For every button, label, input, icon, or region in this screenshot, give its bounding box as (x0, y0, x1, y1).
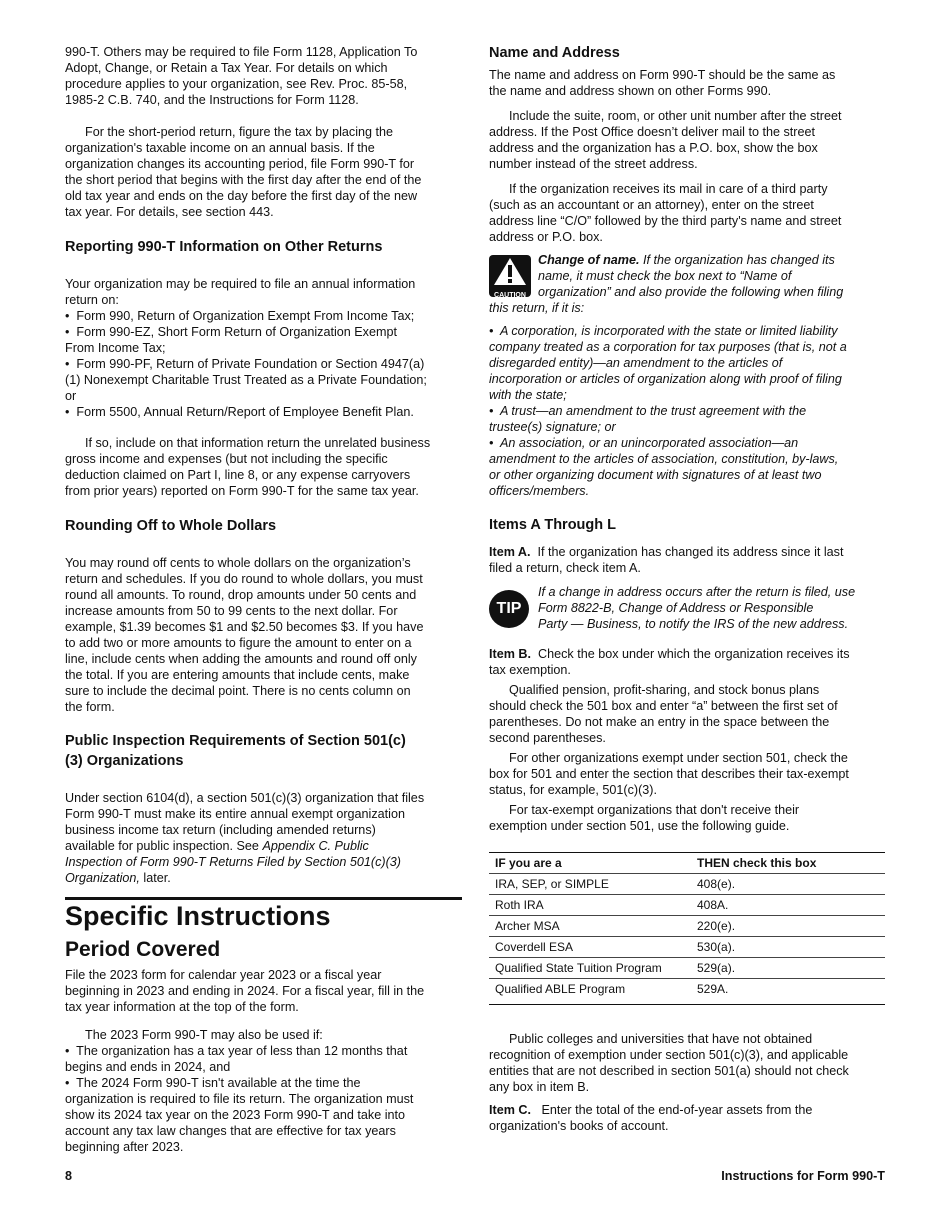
paragraph: Your organization may be required to file an annual information return on: • Form 990, Return of Organization Exempt From Income Tax; • Form 990-EZ, Short Form Return of Organization Exempt From Income Tax; • Form 990-PF, Return of Private Foundation or Section 4947(a) (1) Nonexempt Charitable Trust Treated as a Private Foundation; or • Form 5500, Annual Return/Report of Employee Benefit Plan. (65, 277, 427, 419)
caution-note (489, 252, 889, 316)
bullet-list: • A corporation, is incorporated with the state or limited liability company treated as a corporation for tax purposes (that is, not a disregarded entity)—an amendment to the articles of incorporation or articles of organization along with proof of filing with the state; • A trust—an amendment to the trust agreement with the trustee(s) signature; or • An association, or an unincorporated association—an amendment to the articles of association, constitution, by-laws, or other organizing document with signatures of at least two officers/members. (489, 324, 847, 498)
table-cell: 529(a). (691, 958, 885, 979)
column-header: THEN check this box (691, 853, 885, 874)
caution-label: CAUTION (494, 292, 526, 299)
table-cell: IRA, SEP, or SIMPLE (489, 874, 691, 895)
tip-label: TIP (489, 590, 529, 628)
table-row (489, 874, 885, 895)
paragraph: The name and address on Form 990-T should be the same as the name and address shown on other Forms 990. (489, 68, 836, 98)
paragraph: For other organizations exempt under section 501, check the box for 501 and enter the section that describes their tax-exempt status, for example, 501(c)(3). (489, 751, 849, 797)
section-heading: Rounding Off to Whole Dollars (65, 518, 277, 534)
item-text: Enter the total of the end-of-year assets from the organization's books of account. (489, 1103, 813, 1133)
paragraph: Include the suite, room, or other unit number after the street address. If the Post Office doesn’t deliver mail to the street address and the organization has a P.O. box, show the box number instead of the street address. (489, 109, 842, 171)
column-header: IF you are a (489, 853, 691, 874)
caution-title: Change of name. (538, 253, 640, 267)
page-number: 8 (65, 1169, 73, 1183)
paragraph: Public colleges and universities that have not obtained recognition of exemption under section 501(c)(3), and applicable entities that are not described in section 501(a) should not check any box in item B. (489, 1032, 849, 1094)
caution-text: If the organization has changed its name, it must check the box next to “Name of organization” and also provide the following when filing this return, if it is: (489, 253, 844, 315)
item-text: If the organization has changed its address since it last filed a return, check item A. (489, 545, 844, 575)
paragraph (489, 1102, 889, 1134)
table-row (489, 979, 885, 1005)
section-heading: Public Inspection Requirements of Section 501(c) (3) Organizations (65, 733, 406, 769)
paragraph: For tax-exempt organizations that don't receive their exemption under section 501, use the following guide. (489, 803, 800, 833)
text: Under section 6104(d), a section 501(c)(3) organization that files Form 990-T must make its entire annual exempt organization business income tax return (including amended returns) available for public inspection. See (65, 791, 425, 853)
paragraph: If the organization receives its mail in care of a third party (such as an accountant or an attorney), enter on the street address line “C/O” followed by the third party's name and street address or P.O. box. (489, 182, 842, 244)
table-cell: Coverdell ESA (489, 937, 691, 958)
item-text: Check the box under which the organization receives its tax exemption. (489, 647, 850, 677)
item-label: Item A. (489, 545, 531, 559)
footer-doc-title: Instructions for Form 990-T (721, 1169, 885, 1183)
tip-icon (489, 590, 529, 628)
section-heading: Items A Through L (489, 517, 617, 533)
paragraph: Qualified pension, profit-sharing, and stock bonus plans should check the 501 box and enter “a” between the first set of parentheses. Do not make an entry in the space between the second parentheses. (489, 683, 838, 745)
table-cell: Qualified ABLE Program (495, 982, 626, 996)
paragraph: For the short-period return, figure the tax by placing the organization's taxable income on an annual basis. If the organization changes its accounting period, file Form 990-T for the short period that begins with the first day after the end of the old tax year and ends on the day before the first day of the new tax year. For details, see section 443. (65, 125, 422, 219)
table-row (489, 958, 885, 979)
table-cell: Qualified State Tuition Program (489, 958, 691, 979)
table-cell: 408(e). (691, 874, 885, 895)
table-row (489, 916, 885, 937)
section-heading: Reporting 990-T Information on Other Returns (65, 239, 383, 255)
appendix-reference: Appendix C. Public Inspection of Form 990-T Returns Filed by Section 501(c)(3) Organization, (65, 839, 401, 885)
item-label: Item B. (489, 647, 531, 661)
table-cell: Archer MSA (489, 916, 691, 937)
table-row (489, 895, 885, 916)
table-cell: 529A. (697, 982, 729, 996)
paragraph (489, 646, 889, 678)
paragraph: The 2023 Form 990-T may also be used if: • The organization has a tax year of less than 12 months that begins and ends in 2024, and • The 2024 Form 990-T isn't available at the time the organization is required to file its return. The organization must show its 2024 tax year on the 2023 Form 990-T and take into account any tax law changes that are effective for tax years beginning after 2023. (65, 1028, 414, 1154)
table-header-row (489, 853, 885, 874)
table-cell: 408A. (691, 895, 885, 916)
paragraph: File the 2023 form for calendar year 2023 or a fiscal year beginning in 2023 and ending in 2024. For a fiscal year, fill in the tax year information at the top of the form. (65, 968, 425, 1014)
paragraph (65, 790, 465, 886)
exemption-guide-table (489, 852, 885, 1005)
tip-note: If a change in address occurs after the return is filed, use Form 8822-B, Change of Address or Responsible Party — Business, to notify the IRS of the new address. (538, 585, 856, 631)
text: later. (139, 871, 171, 885)
paragraph: If so, include on that information return the unrelated business gross income and expenses (but not including the specific deduction claimed on Part I, line 8, or any expense carryovers from prior years) reported on Form 990-T for the same tax year. (65, 436, 431, 498)
section-heading: Name and Address (489, 45, 620, 61)
chapter-heading: Specific Instructions (65, 901, 331, 931)
section-heading: Period Covered (65, 938, 221, 961)
table-cell: 530(a). (691, 937, 885, 958)
paragraph (489, 544, 889, 576)
table-row (489, 937, 885, 958)
table-cell: 220(e). (691, 916, 885, 937)
paragraph: You may round off cents to whole dollars on the organization’s return and schedules. If you do round to whole dollars, you must round all amounts. To round, drop amounts under 50 cents and increase amounts from 50 to 99 cents to the next dollar. For example, $1.39 becomes $1 and $2.50 becomes $3. If you have to add two or more amounts to figure the amount to enter on a line, include cents when adding the amounts and round off only the total. If you are entering amounts that include cents, make sure to include the decimal point. There is no cents column on the form. (65, 556, 424, 714)
paragraph: 990-T. Others may be required to file Form 1128, Application To Adopt, Change, or Retain a Tax Year. For details on which procedure applies to your organization, see Rev. Proc. 85-58, 1985-2 C.B. 740, and the Instructions for Form 1128. (65, 45, 418, 107)
icon-spacer (489, 252, 538, 300)
item-label: Item C. (489, 1103, 531, 1117)
table-cell: Roth IRA (489, 895, 691, 916)
